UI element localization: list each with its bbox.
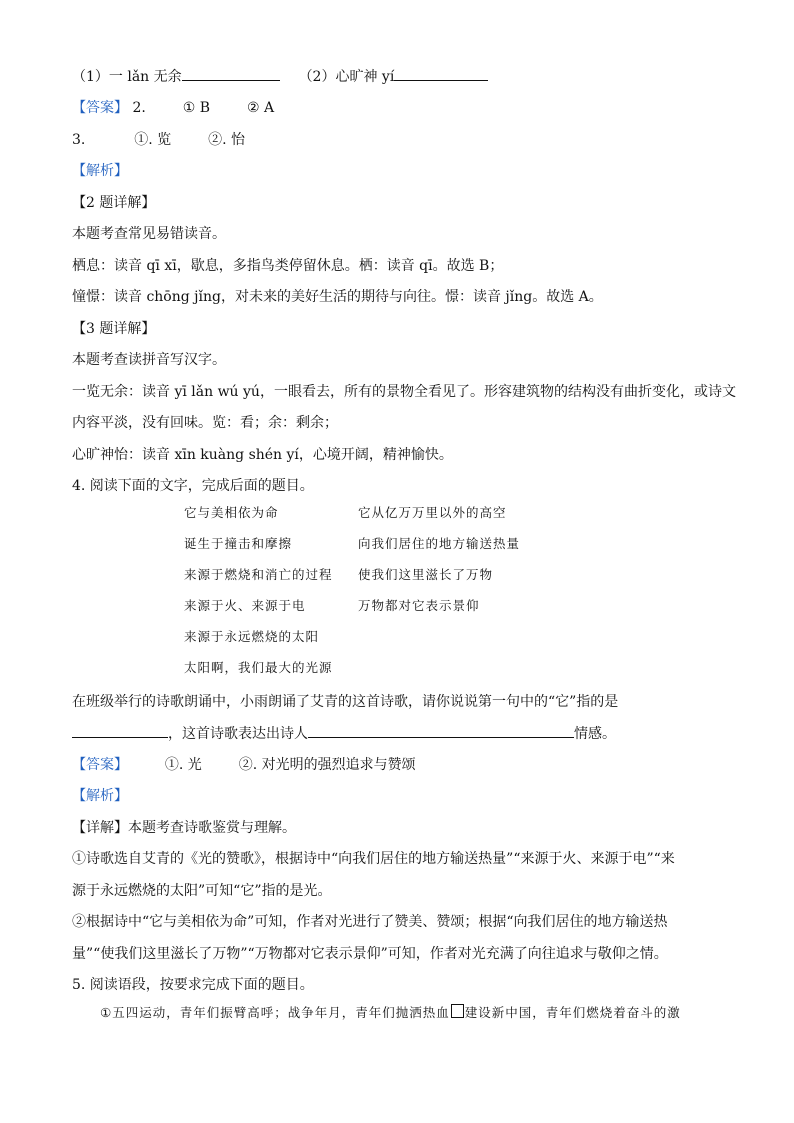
option-marker: ② [238,757,253,773]
option-value: A [263,100,275,116]
option-marker: ① [164,757,179,773]
poem-line: 使我们这里滋长了万物 [358,567,494,582]
answer-number: 3. [72,132,86,148]
answer-3-line [72,130,245,150]
q5-title: 5. 阅读语段，按要求完成下面的题目。 [72,977,314,993]
poem-line: 来源于永远燃烧的太阳 [184,629,320,644]
poem-line: 太阳啊，我们最大的光源 [184,660,333,675]
q3-intro: 本题考查读拼音写汉字。 [72,352,226,368]
answer-blank-4[interactable] [308,723,574,738]
punctuation-blank-box[interactable] [451,1004,464,1018]
question-text: 情感。 [574,726,616,742]
poem-line: 诞生于撞击和摩擦 [184,536,293,551]
q4-answer-line [72,755,416,775]
answer-blank-1[interactable] [182,66,280,81]
blank-prompt-1: （1）一 lǎn 无余 [72,69,182,85]
q2-detail-header: 【2 题详解】 [72,195,156,211]
option-marker: ② [246,100,260,116]
analysis-tag: 【解析】 [72,163,128,179]
option-marker: ① [182,100,196,116]
option-value: . 览 [148,132,172,148]
passage-text: ①五四运动，青年们振臂高呼；战争年月，青年们抛洒热血 [100,1005,450,1020]
poem-line: 来源于火、来源于电 [184,598,306,613]
q2-line-2: 憧憬：读音 chōng jǐng，对未来的美好生活的期待与向往。憬：读音 jǐng。故选 A。 [72,289,603,305]
option-value: . 怡 [222,132,245,148]
q3-line-1: 一览无余：读音 yī lǎn wú yú，一眼看去，所有的景物全看见了。形容建筑物的结构没有曲折变化，或诗文 [72,384,736,400]
question-text: ，这首诗歌表达出诗人 [168,726,308,742]
answer-2-line [72,98,274,118]
poem-line: 向我们居住的地方输送热量 [358,536,521,551]
poem-line: 万物都对它表示景仰 [358,598,480,613]
question-blanks-line [72,66,488,87]
q4-question-line-2 [72,723,616,744]
option-value: . 光 [178,757,202,773]
option-marker: ① [134,132,149,148]
poem-right-column [358,504,520,628]
option-value: . 对光明的强烈追求与赞颂 [252,757,416,773]
option-marker: ② [208,132,223,148]
q2-intro: 本题考查常见易错读音。 [72,226,226,242]
q2-line-1: 栖息：读音 qī xī，歇息，多指鸟类停留休息。栖：读音 qī。故选 B； [72,258,504,274]
poem-line: 来源于燃烧和消亡的过程 [184,567,333,582]
q5-passage-line-1 [100,1004,681,1022]
option-value: B [199,100,211,116]
answer-blank-3[interactable] [72,723,168,738]
analysis-tag: 【解析】 [72,788,128,804]
poem-left-column [184,504,333,690]
q3-line-2: 内容平淡，没有回味。览：看；余：剩余； [72,415,338,431]
passage-text: 建设新中国，青年们燃烧着奋斗的激 [464,1005,681,1020]
poem-line: 它与美相依为命 [184,505,279,520]
blank-prompt-2: （2）心旷神 yí [298,69,395,85]
answer-number: 2. [132,100,146,116]
q3-line-3: 心旷神怡：读音 xīn kuàng shén yí，心境开阔，精神愉快。 [72,447,453,463]
answer-tag: 【答案】 [72,100,128,116]
q3-detail-header: 【3 题详解】 [72,321,156,337]
answer-tag: 【答案】 [72,757,128,773]
q4-para-1-line-1: ①诗歌选自艾青的《光的赞歌》，根据诗中“向我们居住的地方输送热量”“来源于火、来源于电”“来 [72,851,675,867]
q4-para-2-line-2: 量”“使我们这里滋长了万物”“万物都对它表示景仰”可知，作者对光充满了向往追求与敬仰之情。 [72,946,668,962]
answer-blank-2[interactable] [394,66,488,81]
q4-question-line-1: 在班级举行的诗歌朗诵中，小雨朗诵了艾青的这首诗歌，请你说说第一句中的“它”指的是 [72,694,619,710]
q4-detail: 【详解】本题考查诗歌鉴赏与理解。 [72,820,296,836]
poem-line: 它从亿万万里以外的高空 [358,505,507,520]
q4-para-2-line-1: ②根据诗中“它与美相依为命”可知，作者对光进行了赞美、赞颂；根据“向我们居住的地方输送热 [72,914,668,930]
q4-title: 4. 阅读下面的文字，完成后面的题目。 [72,478,314,494]
q4-para-1-line-2: 源于永远燃烧的太阳”可知“它”指的是光。 [72,883,332,899]
